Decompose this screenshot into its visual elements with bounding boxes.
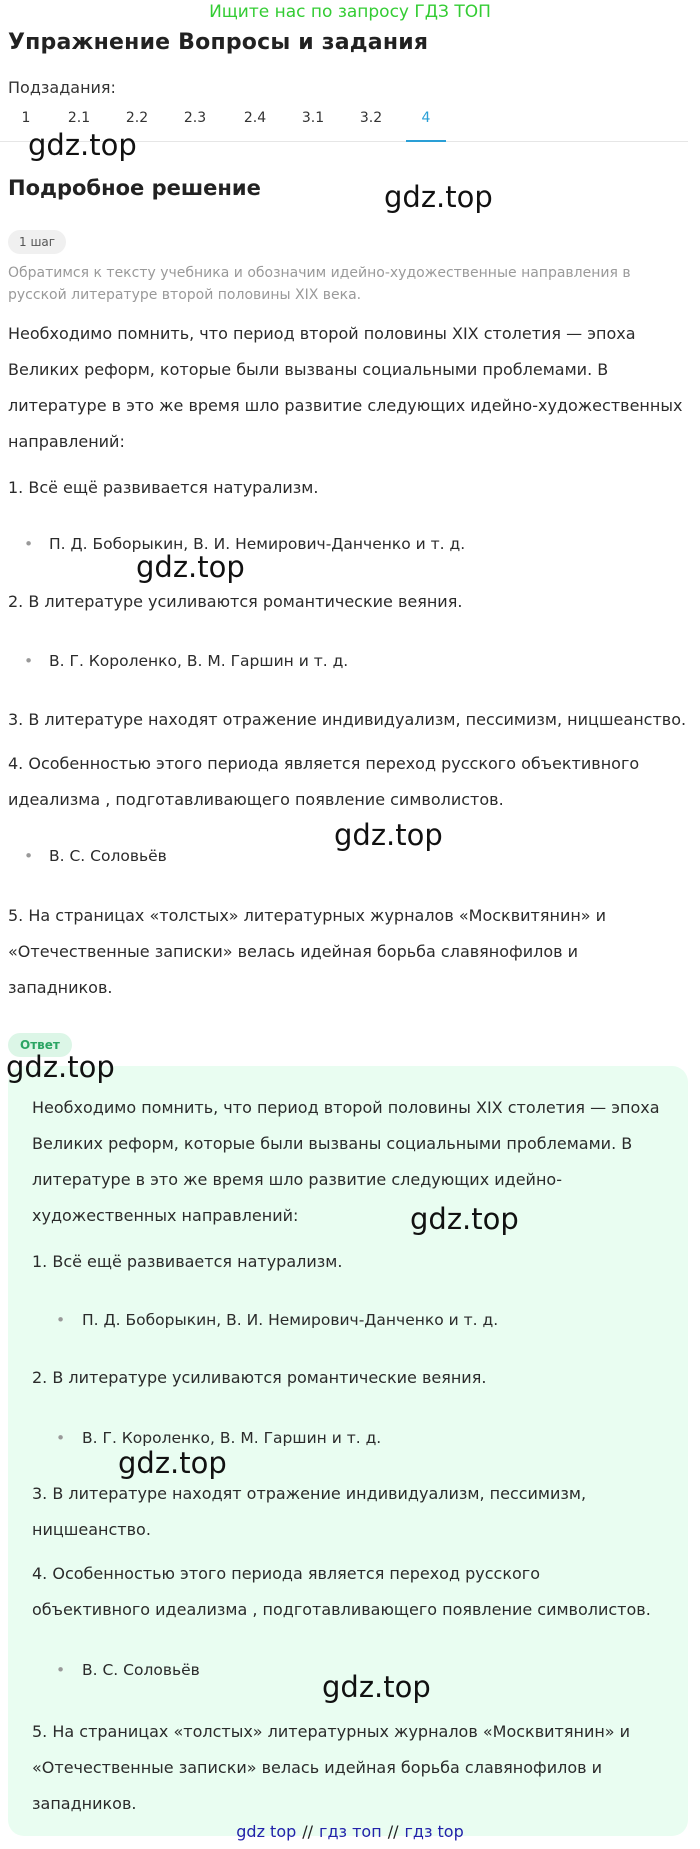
step-badge: 1 шаг [8, 230, 66, 254]
section-title: Подробное решение [8, 176, 261, 200]
watermark: gdz.top [28, 128, 137, 162]
watermark: gdz.top [136, 550, 245, 584]
answer-line: ницшеанство. [32, 1520, 151, 1539]
solution-line: «Отечественные записки» велась идейная борьба славянофилов и [8, 942, 579, 961]
list-item-text: В. С. Соловьёв [49, 847, 167, 865]
list-item-text: В. Г. Короленко, В. М. Гаршин и т. д. [82, 1429, 382, 1447]
answer-item-2: 2. В литературе усиливаются романтические веяния. [32, 1368, 487, 1387]
footer-link[interactable]: гдз top [404, 1822, 464, 1841]
tab-2-2[interactable]: 2.2 [125, 110, 149, 126]
tab-3-1[interactable]: 3.1 [301, 110, 325, 126]
list-item-text: В. С. Соловьёв [82, 1661, 200, 1679]
tab-3-2[interactable]: 3.2 [359, 110, 383, 126]
watermark: gdz.top [322, 1670, 431, 1704]
search-banner: Ищите нас по запросу ГДЗ ТОП [209, 2, 491, 22]
watermark: gdz.top [384, 180, 493, 214]
list-item [48, 1308, 498, 1332]
answer-item-1: 1. Всё ещё развивается натурализм. [32, 1252, 343, 1271]
solution-item-5: 5. На страницах «толстых» литературных журналов «Москвитянин» и [8, 906, 607, 925]
solution-line: Необходимо помнить, что период второй половины XIX столетия — эпоха [8, 324, 636, 343]
watermark: gdz.top [334, 818, 443, 852]
solution-line: направлений: [8, 432, 125, 451]
page-title: Упражнение Вопросы и задания [8, 30, 429, 55]
tab-2-3[interactable]: 2.3 [183, 110, 207, 126]
answer-item-3: 3. В литературе находят отражение индивидуализм, пессимизм, [32, 1484, 587, 1503]
list-item [24, 844, 167, 868]
solution-line: литературе в это же время шло развитие следующих идейно-художественных [8, 396, 683, 415]
subtasks-label: Подзадания: [8, 78, 116, 97]
footer [0, 1822, 700, 1841]
answer-line: западников. [32, 1794, 137, 1813]
watermark: gdz.top [410, 1202, 519, 1236]
footer-link[interactable]: gdz top [236, 1822, 297, 1841]
step-hint: Обратимся к тексту учебника и обозначим идейно-художественные направления в русской литературе второй половины XIX века. [8, 265, 631, 303]
answer-line: литературе в это же время шло развитие следующих идейно- [32, 1170, 562, 1189]
answer-line: Великих реформ, которые были вызваны социальными проблемами. В [32, 1134, 633, 1153]
answer-item-5: 5. На страницах «толстых» литературных журналов «Москвитянин» и [32, 1722, 631, 1741]
answer-line: Необходимо помнить, что период второй половины XIX столетия — эпоха [32, 1098, 660, 1117]
answer-line: художественных направлений: [32, 1206, 299, 1225]
list-item-text: П. Д. Боборыкин, В. И. Немирович-Данченко и т. д. [82, 1311, 499, 1329]
list-item [48, 1658, 200, 1682]
watermark: gdz.top [118, 1446, 227, 1480]
solution-item-2: 2. В литературе усиливаются романтические веяния. [8, 592, 463, 611]
watermark: gdz.top [6, 1050, 115, 1084]
solution-item-4: 4. Особенностью этого периода является переход русского объективного [8, 754, 640, 773]
solution-item-3: 3. В литературе находят отражение индивидуализм, пессимизм, ницшеанство. [8, 710, 687, 729]
list-item-text: В. Г. Короленко, В. М. Гаршин и т. д. [49, 652, 349, 670]
solution-line: западников. [8, 978, 113, 997]
answer-item-4: 4. Особенностью этого периода является переход русского [32, 1564, 540, 1583]
answer-badge: Ответ [8, 1033, 72, 1057]
solution-item-1: 1. Всё ещё развивается натурализм. [8, 478, 319, 497]
tab-2-4[interactable]: 2.4 [243, 110, 267, 126]
footer-link[interactable]: гдз топ [319, 1822, 382, 1841]
list-item-text: П. Д. Боборыкин, В. И. Немирович-Данченко и т. д. [49, 535, 466, 553]
tab-4[interactable]: 4 [406, 110, 446, 142]
list-item [24, 649, 348, 673]
solution-line: идеализма , подготавливающего появление символистов. [8, 790, 504, 809]
tab-2-1[interactable]: 2.1 [67, 110, 91, 126]
footer-separator: // [387, 1822, 399, 1841]
tab-1[interactable]: 1 [21, 110, 31, 126]
solution-line: Великих реформ, которые были вызваны социальными проблемами. В [8, 360, 609, 379]
answer-line: объективного идеализма , подготавливающего появление символистов. [32, 1600, 651, 1619]
answer-line: «Отечественные записки» велась идейная борьба славянофилов и [32, 1758, 603, 1777]
footer-separator: // [302, 1822, 314, 1841]
